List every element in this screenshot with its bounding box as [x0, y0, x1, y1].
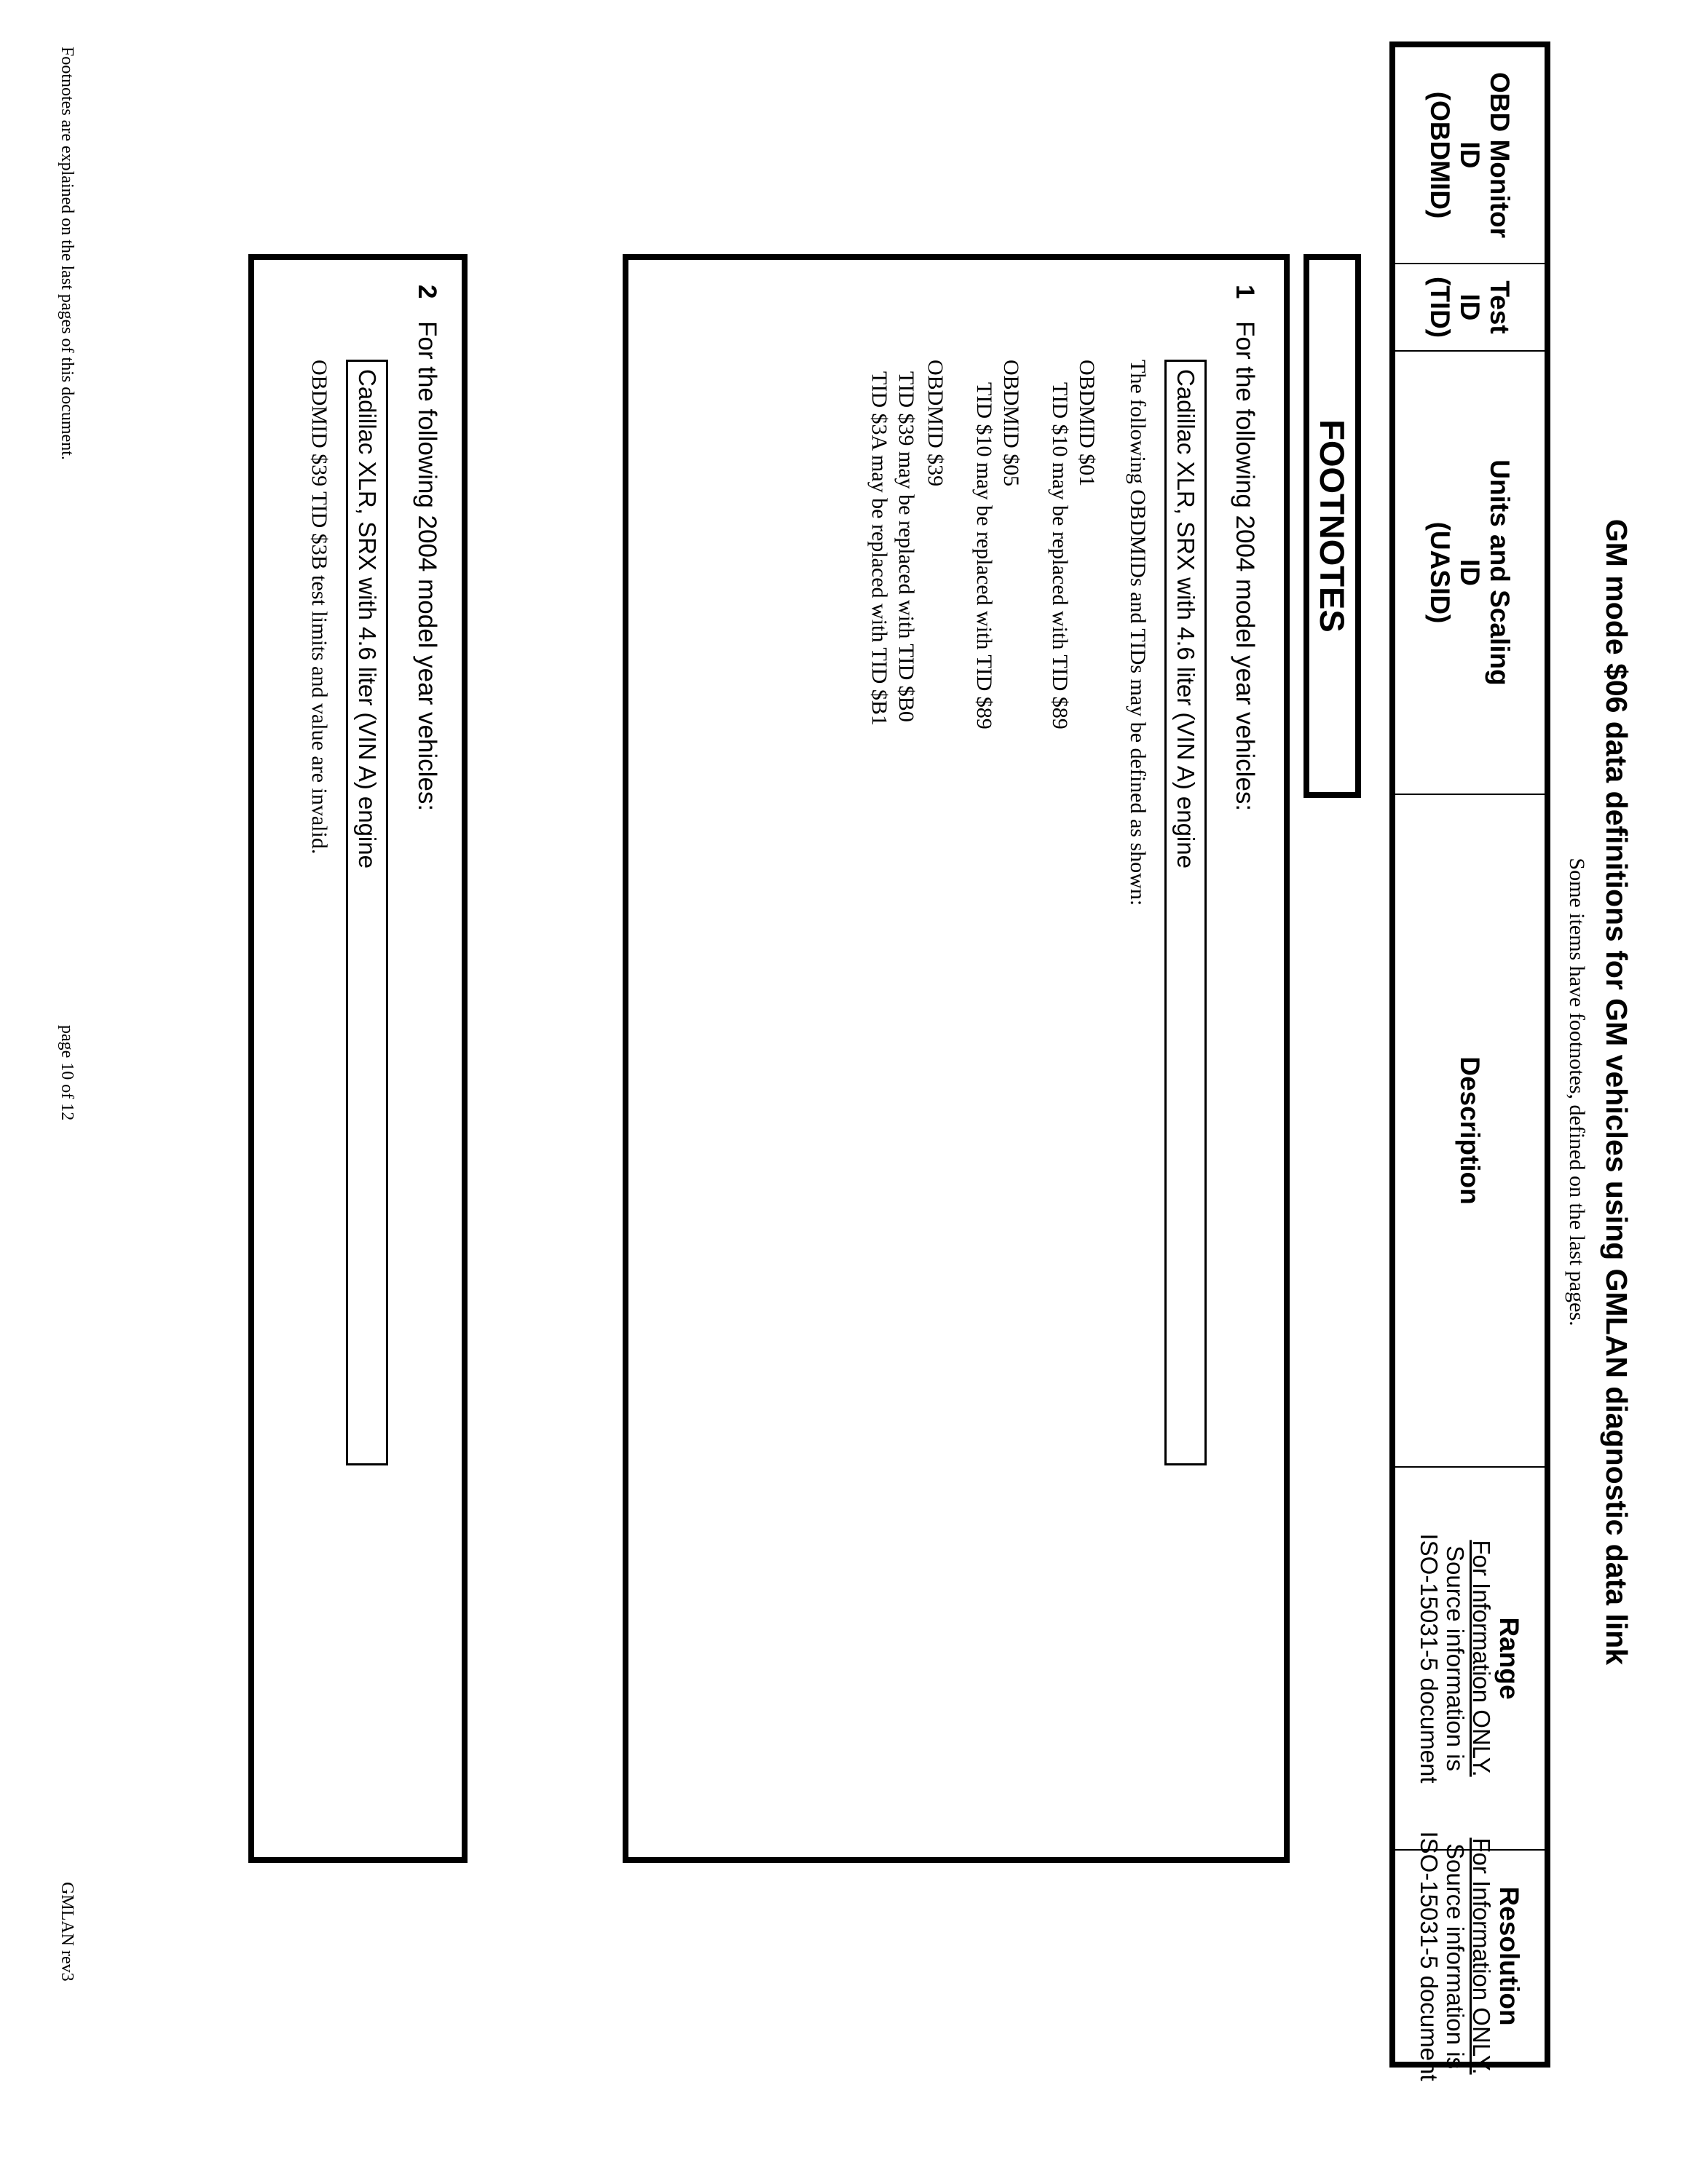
range-note-line1: For Information ONLY.	[1468, 1540, 1495, 1777]
footnote-box-1	[623, 254, 1290, 1863]
range-note-line2: Source information is	[1442, 1546, 1469, 1771]
page-title: GM mode $06 data definitions for GM vehicles using GMLAN diagnostic data link	[1600, 518, 1633, 1666]
resolution-note-line2: Source information is	[1442, 1843, 1469, 2069]
resolution-note-line3: ISO-15031-5 document	[1416, 1831, 1443, 2081]
footnote-heading: For the following 2004 model year vehicles:	[413, 321, 441, 812]
uasid-label-line2: ID	[1455, 559, 1485, 586]
range-note-line3: ISO-15031-5 document	[1416, 1533, 1443, 1784]
footnote-heading: For the following 2004 model year vehicles:	[1231, 321, 1259, 812]
tid-label-line1: Test	[1485, 280, 1515, 334]
resolution-note-line1: For Information ONLY.	[1468, 1837, 1495, 2075]
footnote-number: 1	[1231, 285, 1259, 299]
footnote-number: 2	[413, 285, 441, 299]
footnote-line: OBDMID $39	[923, 360, 947, 487]
page-subtitle: Some items have footnotes, defined on the last pages.	[1565, 858, 1589, 1326]
footer-note: Footnotes are explained on the last pages of this document.	[58, 47, 76, 460]
document-revision: GMLAN rev3	[58, 1882, 76, 1982]
footnote-line: OBDMID $05	[999, 360, 1023, 487]
footnote-box-2	[248, 254, 468, 1863]
footnote-line: TID $10 may be replaced with TID $89	[972, 382, 996, 729]
vehicle-text: Cadillac XLR, SRX with 4.6 liter (VIN A) engine	[354, 369, 381, 869]
column-header-uasid	[1395, 352, 1545, 795]
uasid-label-line1: Units and Scaling	[1485, 459, 1515, 686]
uasid-label-line3: (UASID)	[1425, 521, 1455, 624]
footnote-line: TID $39 may be replaced with TID $B0	[894, 371, 918, 722]
vehicle-text: Cadillac XLR, SRX with 4.6 liter (VIN A) engine	[1172, 369, 1199, 869]
footnote-line: OBDMID $39 TID $3B test limits and value are invalid.	[307, 360, 331, 855]
table-header	[1389, 41, 1550, 2081]
footnote-line: The following OBDMIDs and TIDs may be defined as shown:	[1126, 360, 1150, 906]
vehicle-box	[1164, 360, 1207, 1465]
column-header-tid	[1395, 264, 1545, 352]
column-header-obdmid	[1395, 47, 1545, 264]
column-header-resolution	[1395, 1831, 1545, 2081]
obdmid-label-line1: OBD Monitor	[1485, 71, 1515, 239]
column-header-range	[1395, 1468, 1545, 1851]
column-header-description	[1395, 795, 1545, 1468]
tid-label-line3: (TID)	[1425, 276, 1455, 339]
resolution-label: Resolution	[1494, 1886, 1524, 2026]
obdmid-label-line2: ID	[1455, 141, 1485, 169]
footnote-line: TID $3A may be replaced with TID $B1	[867, 371, 891, 726]
footnote-line: OBDMID $01	[1075, 360, 1099, 487]
obdmid-label-line3: (OBDMID)	[1425, 91, 1455, 219]
footnotes-title: FOOTNOTES	[1304, 254, 1361, 798]
range-label: Range	[1494, 1617, 1524, 1700]
footnote-line: TID $10 may be replaced with TID $89	[1048, 382, 1072, 729]
tid-label-line2: ID	[1455, 293, 1485, 321]
page-number: page 10 of 12	[58, 1025, 76, 1121]
vehicle-box	[346, 360, 388, 1465]
description-label: Description	[1455, 1056, 1485, 1205]
